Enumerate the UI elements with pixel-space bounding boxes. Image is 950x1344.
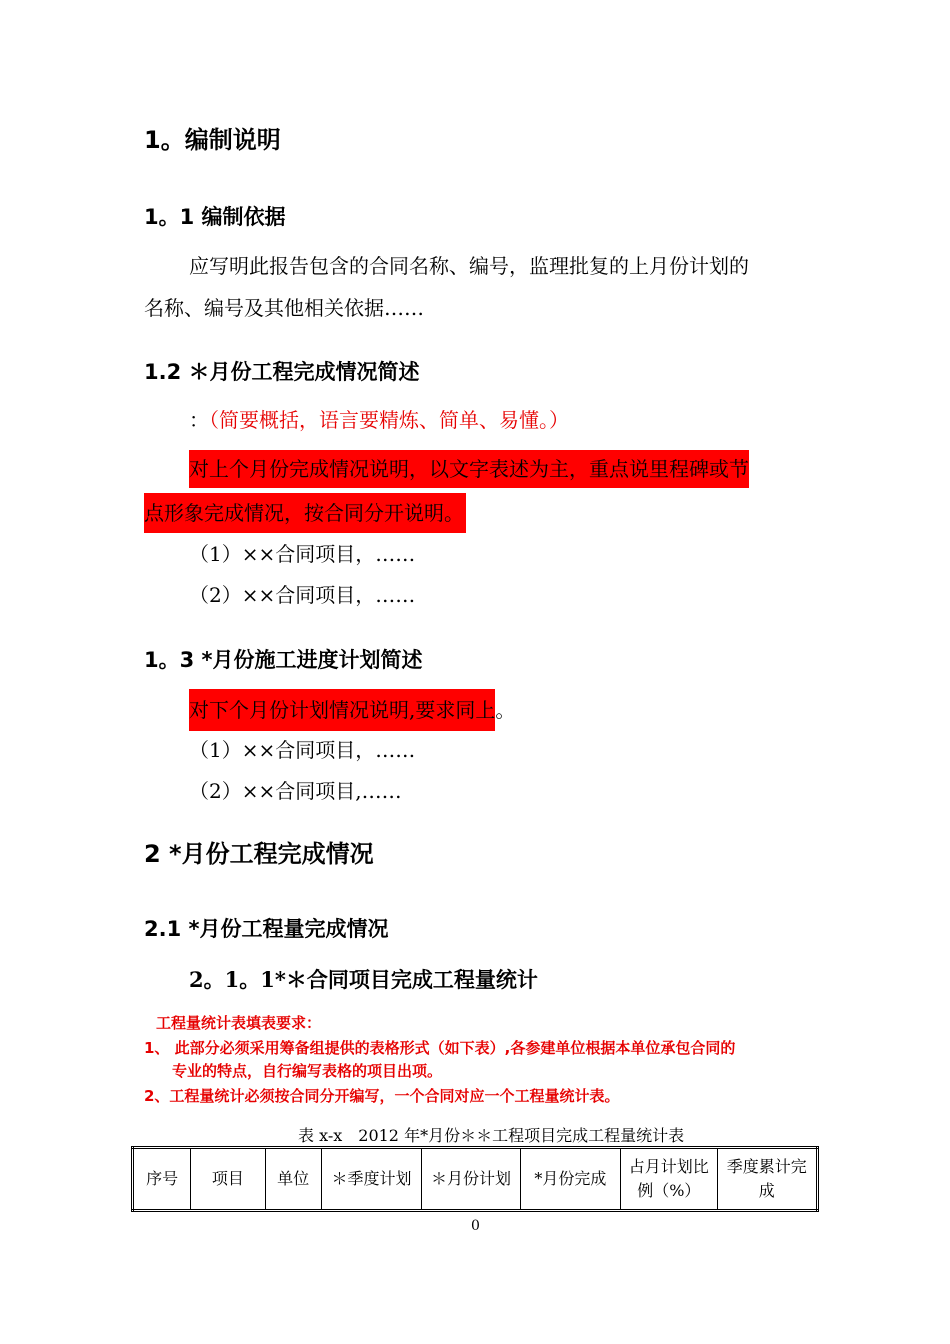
section-1-3-heading: 1。3 *月份施工进度计划简述 [144,648,423,672]
section-2-1-heading: 2.1 *月份工程量完成情况 [144,917,389,941]
header-cell: ＊月份计划 [422,1148,520,1211]
table-header-row [133,1148,818,1211]
requirements-heading: 工程量统计表填表要求： [156,1014,322,1032]
header-cell: 序号 [133,1148,191,1211]
section-1-3-instruction [189,689,515,731]
section-2-heading: 2 *月份工程完成情况 [144,840,374,868]
requirement-1-line-2: 专业的特点，自行编写表格的项目出项。 [172,1062,443,1080]
note-text: （简要概括，语言要精炼、简单、易懂。） [209,408,569,432]
page-number: 0 [471,1218,480,1234]
highlighted-instruction-line-1: 对上个月份完成情况说明，以文字表述为主，重点说里程碑或节 [189,450,749,488]
section-1-1-body-line-2: 名称、编号及其他相关依据…… [144,296,424,320]
header-cell: ＊季度计划 [321,1148,421,1211]
contract-item-1: （1）××合同项目，…… [189,542,416,566]
quantity-statistics-table [131,1146,819,1212]
highlighted-instruction-line-2: 点形象完成情况，按合同分开说明。 [144,493,466,533]
instruction-period: 。 [495,698,516,722]
section-1-2-note [189,408,569,432]
note-colon: ： [189,408,209,432]
section-1-1-heading: 1。1 编制依据 [144,205,286,229]
section-1-2-heading: 1.2 ＊月份工程完成情况简述 [144,360,420,384]
requirement-1-line-1: 1、 此部分必须采用筹备组提供的表格形式（如下表）,各参建单位根据本单位承包合同的 [144,1039,736,1057]
header-cell: 单位 [265,1148,321,1211]
header-cell: 季度累计完成 [717,1148,817,1211]
plan-item-1: （1）××合同项目，…… [189,738,416,762]
header-cell: 占月计划比例（%） [621,1148,717,1211]
requirement-2: 2、工程量统计必须按合同分开编写，一个合同对应一个工程量统计表。 [144,1087,620,1105]
header-cell: *月份完成 [520,1148,620,1211]
plan-item-2: （2）××合同项目,…… [189,779,402,803]
header-cell: 项目 [191,1148,265,1211]
section-1-1-body-line-1: 应写明此报告包含的合同名称、编号，监理批复的上月份计划的 [189,254,749,278]
contract-item-2: （2）××合同项目，…… [189,583,416,607]
highlighted-instruction: 对下个月份计划情况说明,要求同上 [189,689,495,731]
table-caption: 表 x-x 2012 年*月份＊＊工程项目完成工程量统计表 [298,1126,685,1145]
section-2-1-1-heading: 2。1。1*＊合同项目完成工程量统计 [189,967,538,992]
section-1-heading: 1。编制说明 [144,126,281,154]
